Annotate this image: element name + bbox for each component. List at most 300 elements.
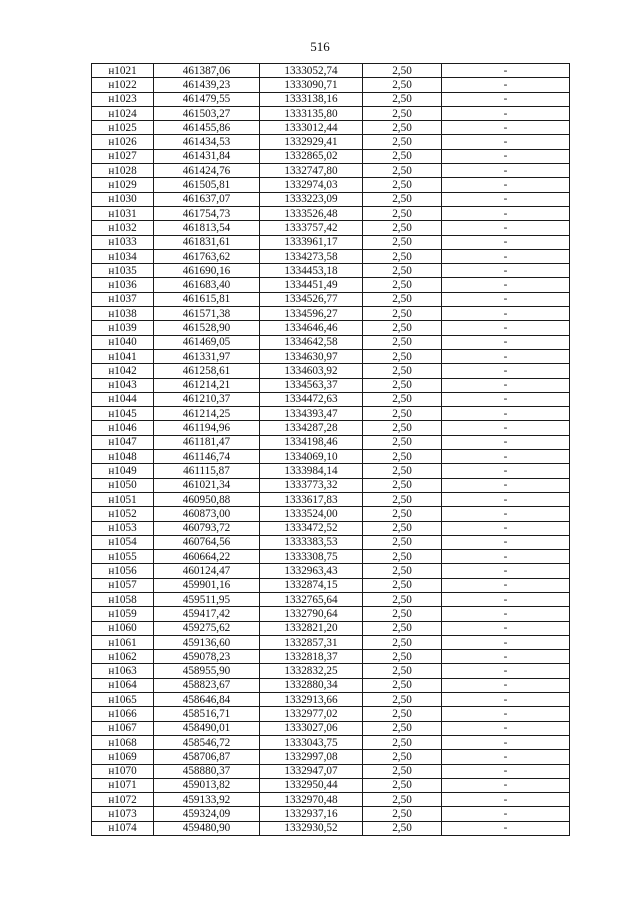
note-cell: - [442,507,570,521]
x-coordinate-cell: 461194,96 [154,421,260,435]
y-coordinate-cell: 1332974,03 [260,178,363,192]
x-coordinate-cell: 458880,37 [154,764,260,778]
table-row [92,821,570,835]
point-id-cell: н1066 [92,707,154,721]
table-row [92,450,570,464]
x-coordinate-cell: 461214,21 [154,378,260,392]
point-id-cell: н1060 [92,621,154,635]
y-coordinate-cell: 1334472,63 [260,392,363,406]
y-coordinate-cell: 1333757,42 [260,221,363,235]
y-coordinate-cell: 1334603,92 [260,364,363,378]
point-id-cell: н1024 [92,106,154,120]
y-coordinate-cell: 1332857,31 [260,635,363,649]
accuracy-cell: 2,50 [363,78,442,92]
y-coordinate-cell: 1334393,47 [260,407,363,421]
table-row [92,507,570,521]
accuracy-cell: 2,50 [363,178,442,192]
note-cell: - [442,607,570,621]
accuracy-cell: 2,50 [363,550,442,564]
x-coordinate-cell: 460950,88 [154,492,260,506]
y-coordinate-cell: 1332997,08 [260,750,363,764]
point-id-cell: н1044 [92,392,154,406]
note-cell: - [442,592,570,606]
point-id-cell: н1045 [92,407,154,421]
table-row [92,421,570,435]
accuracy-cell: 2,50 [363,635,442,649]
note-cell: - [442,278,570,292]
table-row [92,535,570,549]
note-cell: - [442,707,570,721]
table-row [92,793,570,807]
y-coordinate-cell: 1333617,83 [260,492,363,506]
note-cell: - [442,192,570,206]
point-id-cell: н1072 [92,793,154,807]
x-coordinate-cell: 461469,05 [154,335,260,349]
y-coordinate-cell: 1333308,75 [260,550,363,564]
table-row [92,664,570,678]
point-id-cell: н1064 [92,678,154,692]
accuracy-cell: 2,50 [363,264,442,278]
y-coordinate-cell: 1333090,71 [260,78,363,92]
x-coordinate-cell: 461424,76 [154,164,260,178]
note-cell: - [442,292,570,306]
accuracy-cell: 2,50 [363,764,442,778]
table-row [92,564,570,578]
point-id-cell: н1071 [92,778,154,792]
accuracy-cell: 2,50 [363,521,442,535]
note-cell: - [442,807,570,821]
accuracy-cell: 2,50 [363,349,442,363]
x-coordinate-cell: 461831,61 [154,235,260,249]
y-coordinate-cell: 1334198,46 [260,435,363,449]
y-coordinate-cell: 1334287,28 [260,421,363,435]
note-cell: - [442,264,570,278]
accuracy-cell: 2,50 [363,721,442,735]
accuracy-cell: 2,50 [363,292,442,306]
note-cell: - [442,135,570,149]
y-coordinate-cell: 1333135,80 [260,106,363,120]
accuracy-cell: 2,50 [363,750,442,764]
point-id-cell: н1049 [92,464,154,478]
note-cell: - [442,664,570,678]
accuracy-cell: 2,50 [363,464,442,478]
note-cell: - [442,378,570,392]
x-coordinate-cell: 461181,47 [154,435,260,449]
y-coordinate-cell: 1333012,44 [260,121,363,135]
y-coordinate-cell: 1334630,97 [260,349,363,363]
accuracy-cell: 2,50 [363,664,442,678]
x-coordinate-cell: 459417,42 [154,607,260,621]
y-coordinate-cell: 1332950,44 [260,778,363,792]
table-row [92,592,570,606]
y-coordinate-cell: 1332947,07 [260,764,363,778]
note-cell: - [442,121,570,135]
accuracy-cell: 2,50 [363,421,442,435]
accuracy-cell: 2,50 [363,821,442,835]
note-cell: - [442,464,570,478]
accuracy-cell: 2,50 [363,378,442,392]
x-coordinate-cell: 459013,82 [154,778,260,792]
x-coordinate-cell: 459275,62 [154,621,260,635]
y-coordinate-cell: 1332930,52 [260,821,363,835]
note-cell: - [442,106,570,120]
note-cell: - [442,678,570,692]
accuracy-cell: 2,50 [363,564,442,578]
point-id-cell: н1059 [92,607,154,621]
point-id-cell: н1065 [92,693,154,707]
accuracy-cell: 2,50 [363,535,442,549]
y-coordinate-cell: 1334451,49 [260,278,363,292]
x-coordinate-cell: 459901,16 [154,578,260,592]
point-id-cell: н1068 [92,735,154,749]
y-coordinate-cell: 1334069,10 [260,450,363,464]
x-coordinate-cell: 459324,09 [154,807,260,821]
table-row [92,292,570,306]
table-row [92,206,570,220]
y-coordinate-cell: 1332790,64 [260,607,363,621]
note-cell: - [442,735,570,749]
table-row [92,407,570,421]
accuracy-cell: 2,50 [363,650,442,664]
point-id-cell: н1058 [92,592,154,606]
point-id-cell: н1030 [92,192,154,206]
note-cell: - [442,178,570,192]
note-cell: - [442,235,570,249]
point-id-cell: н1028 [92,164,154,178]
table-row [92,492,570,506]
x-coordinate-cell: 459480,90 [154,821,260,835]
y-coordinate-cell: 1332821,20 [260,621,363,635]
point-id-cell: н1038 [92,307,154,321]
accuracy-cell: 2,50 [363,592,442,606]
note-cell: - [442,349,570,363]
y-coordinate-cell: 1332880,34 [260,678,363,692]
accuracy-cell: 2,50 [363,221,442,235]
note-cell: - [442,335,570,349]
table-row [92,621,570,635]
table-row [92,106,570,120]
accuracy-cell: 2,50 [363,206,442,220]
table-row [92,764,570,778]
accuracy-cell: 2,50 [363,450,442,464]
point-id-cell: н1047 [92,435,154,449]
point-id-cell: н1052 [92,507,154,521]
point-id-cell: н1039 [92,321,154,335]
accuracy-cell: 2,50 [363,492,442,506]
accuracy-cell: 2,50 [363,392,442,406]
accuracy-cell: 2,50 [363,249,442,263]
y-coordinate-cell: 1334646,46 [260,321,363,335]
y-coordinate-cell: 1332874,15 [260,578,363,592]
table-row [92,349,570,363]
accuracy-cell: 2,50 [363,693,442,707]
table-row [92,707,570,721]
point-id-cell: н1048 [92,450,154,464]
point-id-cell: н1027 [92,149,154,163]
point-id-cell: н1037 [92,292,154,306]
y-coordinate-cell: 1334563,37 [260,378,363,392]
y-coordinate-cell: 1332929,41 [260,135,363,149]
x-coordinate-cell: 460124,47 [154,564,260,578]
table-row [92,364,570,378]
table-row [92,521,570,535]
table-row [92,478,570,492]
y-coordinate-cell: 1333526,48 [260,206,363,220]
y-coordinate-cell: 1334596,27 [260,307,363,321]
note-cell: - [442,450,570,464]
x-coordinate-cell: 458646,84 [154,693,260,707]
accuracy-cell: 2,50 [363,64,442,78]
note-cell: - [442,764,570,778]
y-coordinate-cell: 1333984,14 [260,464,363,478]
note-cell: - [442,321,570,335]
x-coordinate-cell: 461146,74 [154,450,260,464]
table-row [92,135,570,149]
x-coordinate-cell: 461503,27 [154,106,260,120]
note-cell: - [442,750,570,764]
table-row [92,778,570,792]
point-id-cell: н1063 [92,664,154,678]
table-row [92,721,570,735]
point-id-cell: н1040 [92,335,154,349]
table-row [92,650,570,664]
x-coordinate-cell: 458823,67 [154,678,260,692]
x-coordinate-cell: 461763,62 [154,249,260,263]
point-id-cell: н1055 [92,550,154,564]
accuracy-cell: 2,50 [363,793,442,807]
x-coordinate-cell: 461615,81 [154,292,260,306]
accuracy-cell: 2,50 [363,192,442,206]
point-id-cell: н1061 [92,635,154,649]
point-id-cell: н1034 [92,249,154,263]
note-cell: - [442,721,570,735]
accuracy-cell: 2,50 [363,478,442,492]
accuracy-cell: 2,50 [363,121,442,135]
y-coordinate-cell: 1333524,00 [260,507,363,521]
accuracy-cell: 2,50 [363,364,442,378]
x-coordinate-cell: 461571,38 [154,307,260,321]
point-id-cell: н1057 [92,578,154,592]
y-coordinate-cell: 1333961,17 [260,235,363,249]
x-coordinate-cell: 461431,84 [154,149,260,163]
accuracy-cell: 2,50 [363,235,442,249]
accuracy-cell: 2,50 [363,707,442,721]
accuracy-cell: 2,50 [363,621,442,635]
y-coordinate-cell: 1334453,18 [260,264,363,278]
accuracy-cell: 2,50 [363,507,442,521]
table-row [92,321,570,335]
y-coordinate-cell: 1332963,43 [260,564,363,578]
y-coordinate-cell: 1332937,16 [260,807,363,821]
note-cell: - [442,550,570,564]
x-coordinate-cell: 460764,56 [154,535,260,549]
point-id-cell: н1070 [92,764,154,778]
point-id-cell: н1036 [92,278,154,292]
x-coordinate-cell: 461455,86 [154,121,260,135]
note-cell: - [442,478,570,492]
y-coordinate-cell: 1334273,58 [260,249,363,263]
y-coordinate-cell: 1332818,37 [260,650,363,664]
note-cell: - [442,164,570,178]
note-cell: - [442,778,570,792]
x-coordinate-cell: 461115,87 [154,464,260,478]
x-coordinate-cell: 459136,60 [154,635,260,649]
note-cell: - [442,564,570,578]
y-coordinate-cell: 1332913,66 [260,693,363,707]
table-row [92,807,570,821]
table-row [92,78,570,92]
accuracy-cell: 2,50 [363,578,442,592]
accuracy-cell: 2,50 [363,335,442,349]
x-coordinate-cell: 461528,90 [154,321,260,335]
y-coordinate-cell: 1332747,80 [260,164,363,178]
point-id-cell: н1042 [92,364,154,378]
table-row [92,121,570,135]
x-coordinate-cell: 461021,34 [154,478,260,492]
note-cell: - [442,221,570,235]
x-coordinate-cell: 458516,71 [154,707,260,721]
table-row [92,750,570,764]
table-row [92,164,570,178]
x-coordinate-cell: 461214,25 [154,407,260,421]
table-row [92,64,570,78]
y-coordinate-cell: 1333138,16 [260,92,363,106]
y-coordinate-cell: 1332865,02 [260,149,363,163]
table-row [92,264,570,278]
x-coordinate-cell: 458490,01 [154,721,260,735]
table-row [92,235,570,249]
point-id-cell: н1029 [92,178,154,192]
point-id-cell: н1031 [92,206,154,220]
accuracy-cell: 2,50 [363,735,442,749]
table-row [92,464,570,478]
y-coordinate-cell: 1333472,52 [260,521,363,535]
note-cell: - [442,421,570,435]
accuracy-cell: 2,50 [363,407,442,421]
y-coordinate-cell: 1334526,77 [260,292,363,306]
point-id-cell: н1032 [92,221,154,235]
x-coordinate-cell: 461813,54 [154,221,260,235]
accuracy-cell: 2,50 [363,278,442,292]
x-coordinate-cell: 459511,95 [154,592,260,606]
x-coordinate-cell: 460664,22 [154,550,260,564]
point-id-cell: н1022 [92,78,154,92]
point-id-cell: н1033 [92,235,154,249]
coordinates-table-body [92,64,570,836]
x-coordinate-cell: 461258,61 [154,364,260,378]
y-coordinate-cell: 1333383,53 [260,535,363,549]
x-coordinate-cell: 460793,72 [154,521,260,535]
point-id-cell: н1023 [92,92,154,106]
note-cell: - [442,693,570,707]
table-row [92,678,570,692]
point-id-cell: н1074 [92,821,154,835]
note-cell: - [442,407,570,421]
table-row [92,550,570,564]
x-coordinate-cell: 461683,40 [154,278,260,292]
note-cell: - [442,535,570,549]
table-row [92,92,570,106]
note-cell: - [442,521,570,535]
note-cell: - [442,578,570,592]
y-coordinate-cell: 1333223,09 [260,192,363,206]
table-row [92,307,570,321]
y-coordinate-cell: 1334642,58 [260,335,363,349]
note-cell: - [442,249,570,263]
point-id-cell: н1073 [92,807,154,821]
x-coordinate-cell: 461387,06 [154,64,260,78]
accuracy-cell: 2,50 [363,435,442,449]
x-coordinate-cell: 461754,73 [154,206,260,220]
note-cell: - [442,307,570,321]
x-coordinate-cell: 461434,53 [154,135,260,149]
y-coordinate-cell: 1332977,02 [260,707,363,721]
x-coordinate-cell: 461690,16 [154,264,260,278]
point-id-cell: н1056 [92,564,154,578]
accuracy-cell: 2,50 [363,607,442,621]
accuracy-cell: 2,50 [363,321,442,335]
point-id-cell: н1067 [92,721,154,735]
accuracy-cell: 2,50 [363,164,442,178]
point-id-cell: н1051 [92,492,154,506]
x-coordinate-cell: 461331,97 [154,349,260,363]
point-id-cell: н1041 [92,349,154,363]
accuracy-cell: 2,50 [363,135,442,149]
point-id-cell: н1053 [92,521,154,535]
table-row [92,221,570,235]
note-cell: - [442,492,570,506]
note-cell: - [442,364,570,378]
point-id-cell: н1046 [92,421,154,435]
table-row [92,392,570,406]
accuracy-cell: 2,50 [363,807,442,821]
y-coordinate-cell: 1333773,32 [260,478,363,492]
point-id-cell: н1035 [92,264,154,278]
y-coordinate-cell: 1333027,06 [260,721,363,735]
accuracy-cell: 2,50 [363,149,442,163]
coordinates-table [91,63,570,836]
y-coordinate-cell: 1333052,74 [260,64,363,78]
x-coordinate-cell: 458546,72 [154,735,260,749]
x-coordinate-cell: 461210,37 [154,392,260,406]
note-cell: - [442,206,570,220]
x-coordinate-cell: 461637,07 [154,192,260,206]
table-row [92,378,570,392]
note-cell: - [442,435,570,449]
note-cell: - [442,64,570,78]
note-cell: - [442,78,570,92]
y-coordinate-cell: 1332832,25 [260,664,363,678]
y-coordinate-cell: 1333043,75 [260,735,363,749]
table-row [92,578,570,592]
point-id-cell: н1026 [92,135,154,149]
note-cell: - [442,793,570,807]
point-id-cell: н1025 [92,121,154,135]
y-coordinate-cell: 1332765,64 [260,592,363,606]
table-row [92,693,570,707]
x-coordinate-cell: 459078,23 [154,650,260,664]
table-row [92,249,570,263]
note-cell: - [442,821,570,835]
point-id-cell: н1062 [92,650,154,664]
table-row [92,635,570,649]
page-number: 516 [310,39,330,54]
note-cell: - [442,149,570,163]
table-row [92,278,570,292]
table-row [92,149,570,163]
note-cell: - [442,635,570,649]
x-coordinate-cell: 459133,92 [154,793,260,807]
